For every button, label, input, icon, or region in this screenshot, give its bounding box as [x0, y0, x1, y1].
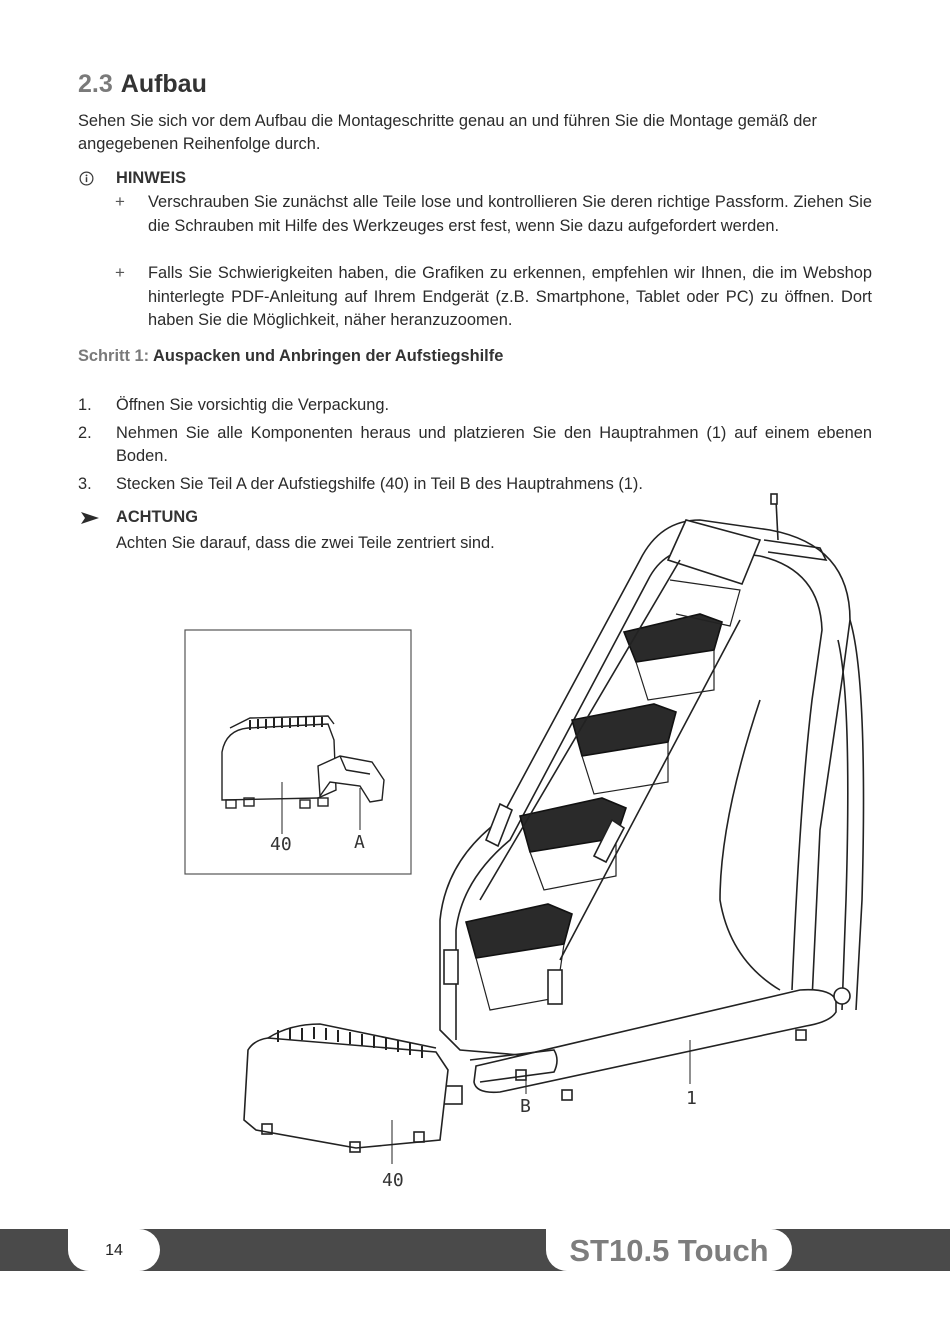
list-item-number: 3.: [78, 475, 92, 493]
main-label-b: B: [520, 1096, 531, 1117]
list-item: Stecken Sie Teil A der Aufstiegshilfe (40) in Teil B des Hauptrahmens (1).: [116, 475, 643, 493]
stepper-machine: [440, 494, 864, 1104]
model-name: ST10.5 Touch: [569, 1233, 769, 1268]
main-label-40: 40: [382, 1170, 404, 1191]
list-item-number: 2.: [78, 424, 92, 442]
list-item-number: 1.: [78, 396, 92, 414]
list-item: Nehmen Sie alle Komponenten heraus und platzieren Sie den Hauptrahmen (1) auf einem ebenen Boden.: [116, 424, 872, 465]
step-block: [244, 1024, 448, 1164]
step-title: Auspacken und Anbringen der Aufstiegshilfe: [153, 347, 504, 365]
list-item: Öffnen Sie vorsichtig die Verpackung.: [116, 396, 390, 414]
section-title: Aufbau: [120, 70, 207, 98]
main-label-1: 1: [686, 1088, 697, 1109]
note-item-1: Verschrauben Sie zunächst alle Teile lose und kontrollieren Sie deren richtige Passform. Ziehen Sie die Schrauben mit Hilfe des Werkzeuges erst fest, wenn Sie dazu aufgefordert werden.: [148, 193, 872, 235]
step-label: Schritt 1:: [78, 347, 150, 365]
detail-label-a: A: [354, 832, 365, 853]
intro-paragraph: Sehen Sie sich vor dem Aufbau die Montageschritte genau an und führen Sie die Montage gemäß der angegebenen Reihenfolge durch.: [78, 112, 817, 153]
warning-title: ACHTUNG: [116, 508, 198, 526]
detail-view: [185, 630, 411, 874]
warning-text: Achten Sie darauf, dass die zwei Teile zentriert sind.: [116, 534, 495, 552]
section-number: 2.3: [78, 70, 113, 98]
note-title: HINWEIS: [116, 169, 187, 187]
note-item-2: Falls Sie Schwierigkeiten haben, die Grafiken zu erkennen, empfehlen wir Ihnen, die im Webshop hinterlegte PDF-Anleitung auf Ihrem Endgerät (z.B. Smartphone, Tablet oder PC) zu öffnen. Dort haben Sie die Möglichkeit, näher heranzuzoomen.: [148, 264, 872, 329]
note-bullet-2: +: [115, 263, 125, 282]
page-number: 14: [105, 1242, 123, 1259]
note-bullet-1: +: [115, 192, 125, 211]
detail-label-40: 40: [270, 834, 292, 855]
